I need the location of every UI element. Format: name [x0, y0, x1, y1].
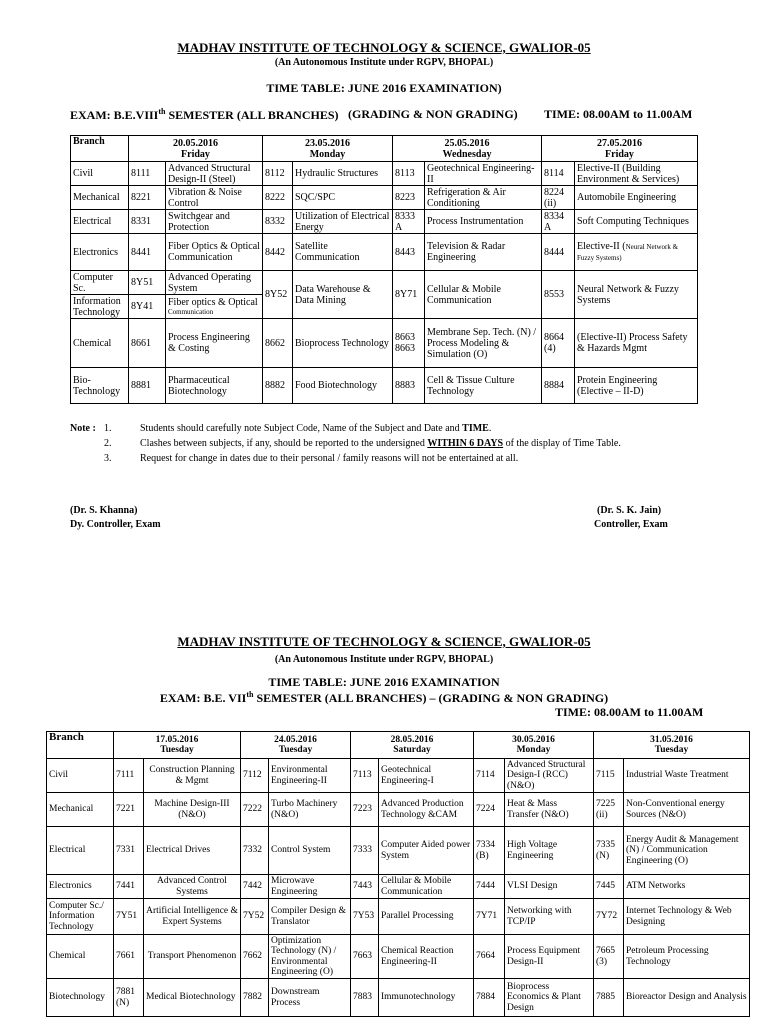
subject-cell: Vibration & Noise Control: [166, 186, 263, 210]
code-cell: 7443: [351, 875, 379, 899]
subject-cell: Microwave Engineering: [269, 875, 351, 899]
subject-cell: Machine Design-III (N&O): [144, 793, 241, 827]
code-cell: 8442: [263, 234, 293, 271]
code-cell: 7225 (ii): [594, 793, 624, 827]
subject-cell: Switchgear and Protection: [166, 210, 263, 234]
subject-cell: Downstream Process: [269, 979, 351, 1017]
branch-cell: Electronics: [71, 234, 129, 271]
code-cell: 7224: [474, 793, 505, 827]
branch-cell: Electrical: [47, 827, 114, 875]
code-cell: 8333 A: [393, 210, 425, 234]
subject-cell: Hydraulic Structures: [293, 162, 393, 186]
subject-cell: Petroleum Processing Technology: [624, 935, 750, 979]
subject-cell: Cellular & Mobile Communication: [379, 875, 474, 899]
branch-header-2: Branch: [47, 732, 114, 759]
code-cell: 8Y51: [129, 271, 166, 295]
code-cell: 8331: [129, 210, 166, 234]
subject-cell: Cellular & Mobile Communication: [425, 271, 542, 319]
subject-cell: Process Instrumentation: [425, 210, 542, 234]
code-cell: 8Y41: [129, 295, 166, 319]
code-cell: 8222: [263, 186, 293, 210]
signature-right-name: (Dr. S. K. Jain): [597, 505, 662, 516]
note-1: Note : 1. Students should carefully note Subject Code, Name of the Subject and Date and TIME.: [70, 423, 492, 434]
signature-right-title: Controller, Exam: [594, 519, 668, 530]
table-row: [47, 759, 750, 793]
code-cell: 8112: [263, 162, 293, 186]
code-cell: 7664: [474, 935, 505, 979]
code-cell: 7335 (N): [594, 827, 624, 875]
subject-cell: Computer Aided power System: [379, 827, 474, 875]
date-col-1: 17.05.2016 Tuesday: [114, 732, 241, 759]
time-line-2: TIME: 08.00AM to 11.00AM: [555, 705, 704, 719]
code-cell: 8224 (ii): [542, 186, 575, 210]
subject-cell: Immunotechnology: [379, 979, 474, 1017]
branch-cell: Chemical: [71, 319, 129, 368]
code-cell: 8883: [393, 368, 425, 404]
subject-cell: Advanced Structural Design-I (RCC) (N&O): [505, 759, 594, 793]
code-cell: 8662: [263, 319, 293, 368]
code-cell: 7884: [474, 979, 505, 1017]
code-cell: 7881 (N): [114, 979, 144, 1017]
time-line: TIME: 08.00AM to 11.00AM: [544, 107, 693, 121]
table-row: [71, 162, 698, 186]
subject-cell: Internet Technology & Web Designing: [624, 899, 750, 935]
code-cell: 8Y52: [263, 271, 293, 319]
branch-cell: Chemical: [47, 935, 114, 979]
code-cell: 7445: [594, 875, 624, 899]
subject-cell: Electrical Drives: [144, 827, 241, 875]
exam-line-2: EXAM: B.E. VIIth SEMESTER (ALL BRANCHES) – (GRADING & NON GRADING): [159, 690, 609, 705]
code-cell: 7662: [241, 935, 269, 979]
code-cell: 7665 (3): [594, 935, 624, 979]
subject-cell: Fiber Optics & Optical Communication: [166, 234, 263, 271]
code-cell: 7444: [474, 875, 505, 899]
signature-left-name: (Dr. S. Khanna): [70, 505, 138, 516]
code-cell: 7Y71: [474, 899, 505, 935]
code-cell: 8664 (4): [542, 319, 575, 368]
timetable-viii: [70, 135, 698, 404]
institute-subtitle-2: (An Autonomous Institute under RGPV, BHOPAL): [274, 654, 494, 665]
branch-cell: Biotechnology: [47, 979, 114, 1017]
branch-cell: Information Technology: [71, 295, 129, 319]
subject-cell: Satellite Communication: [293, 234, 393, 271]
subject-cell: Elective-II (Neural Network & Fuzzy Systems): [575, 234, 698, 271]
code-cell: 7222: [241, 793, 269, 827]
subject-cell: Advanced Operating System: [166, 271, 263, 295]
subject-cell: Advanced Structural Design-II (Steel): [166, 162, 263, 186]
table-row: [47, 935, 750, 979]
institute-subtitle: (An Autonomous Institute under RGPV, BHOPAL): [274, 57, 494, 68]
code-cell: 8221: [129, 186, 166, 210]
branch-cell: Civil: [71, 162, 129, 186]
subject-cell: Control System: [269, 827, 351, 875]
code-cell: 8Y71: [393, 271, 425, 319]
subject-cell: Refrigeration & Air Conditioning: [425, 186, 542, 210]
branch-header: Branch: [71, 136, 129, 162]
date-col-4: 30.05.2016 Monday: [474, 732, 594, 759]
subject-cell: Parallel Processing: [379, 899, 474, 935]
date-col-1: 20.05.2016 Friday: [129, 136, 263, 162]
branch-cell: Electrical: [71, 210, 129, 234]
note-3: 3. Request for change in dates due to their personal / family reasons will not be entertained at all.: [104, 453, 519, 464]
date-col-3: 28.05.2016 Saturday: [351, 732, 474, 759]
table-row: [71, 319, 698, 368]
table-row: [47, 827, 750, 875]
subject-cell: SQC/SPC: [293, 186, 393, 210]
code-cell: 7885: [594, 979, 624, 1017]
code-cell: 8881: [129, 368, 166, 404]
subject-cell: Elective-II (Building Environment & Services): [575, 162, 698, 186]
subject-cell: Utilization of Electrical Energy: [293, 210, 393, 234]
code-cell: 7331: [114, 827, 144, 875]
exam-line: EXAM: B.E.VIIIth SEMESTER (ALL BRANCHES): [70, 107, 339, 122]
subject-cell: Optimization Technology (N) / Environmental Engineering (O): [269, 935, 351, 979]
timetable-vii: [46, 731, 750, 1017]
subject-cell: Food Biotechnology: [293, 368, 393, 404]
code-cell: 7661: [114, 935, 144, 979]
code-cell: 7115: [594, 759, 624, 793]
code-cell: 8663 8663: [393, 319, 425, 368]
institute-title: MADHAV INSTITUTE OF TECHNOLOGY & SCIENCE, GWALIOR-05: [177, 40, 591, 55]
branch-cell: Bio-Technology: [71, 368, 129, 404]
code-cell: 8661: [129, 319, 166, 368]
subject-cell: Chemical Reaction Engineering-II: [379, 935, 474, 979]
timetable-heading: TIME TABLE: JUNE 2016 EXAMINATION): [266, 81, 502, 95]
code-cell: 7111: [114, 759, 144, 793]
code-cell: 8334 A: [542, 210, 575, 234]
subject-cell: Neural Network & Fuzzy Systems: [575, 271, 698, 319]
table-row: [47, 899, 750, 935]
subject-cell: Pharmaceutical Biotechnology: [166, 368, 263, 404]
subject-cell: Advanced Control Systems: [144, 875, 241, 899]
table-row: [71, 368, 698, 404]
date-col-3: 25.05.2016 Wednesday: [393, 136, 542, 162]
code-cell: 7663: [351, 935, 379, 979]
subject-cell: Television & Radar Engineering: [425, 234, 542, 271]
code-cell: 7112: [241, 759, 269, 793]
subject-cell: Process Equipment Design-II: [505, 935, 594, 979]
subject-cell: Networking with TCP/IP: [505, 899, 594, 935]
subject-cell: Turbo Machinery (N&O): [269, 793, 351, 827]
date-col-4: 27.05.2016 Friday: [542, 136, 698, 162]
notes: [70, 423, 621, 468]
subject-cell: Automobile Engineering: [575, 186, 698, 210]
subject-cell: Transport Phenomenon: [144, 935, 241, 979]
subject-cell: Protein Engineering (Elective – II-D): [575, 368, 698, 404]
institute-title-2: MADHAV INSTITUTE OF TECHNOLOGY & SCIENCE, GWALIOR-05: [177, 634, 591, 649]
subject-cell: (Elective-II) Process Safety & Hazards Mgmt: [575, 319, 698, 368]
subject-cell: Environmental Engineering-II: [269, 759, 351, 793]
code-cell: 7Y51: [114, 899, 144, 935]
subject-cell: Fiber optics & Optical Communication: [166, 295, 263, 319]
subject-cell: Compiler Design & Translator: [269, 899, 351, 935]
date-col-2: 24.05.2016 Tuesday: [241, 732, 351, 759]
branch-cell: Electronics: [47, 875, 114, 899]
code-cell: 8223: [393, 186, 425, 210]
header-row-2: [47, 732, 750, 759]
note-2: 2. Clashes between subjects, if any, should be reported to the undersigned WITHIN 6 DAYS of the display of Time Table.: [104, 438, 621, 449]
branch-cell: Civil: [47, 759, 114, 793]
table-row: [71, 210, 698, 234]
subject-cell: Heat & Mass Transfer (N&O): [505, 793, 594, 827]
table-row: [47, 979, 750, 1017]
date-col-5: 31.05.2016 Tuesday: [594, 732, 750, 759]
branch-cell: Computer Sc./ Information Technology: [47, 899, 114, 935]
code-cell: 7Y53: [351, 899, 379, 935]
subject-cell: Bioreactor Design and Analysis: [624, 979, 750, 1017]
code-cell: 7Y52: [241, 899, 269, 935]
table-row: [47, 793, 750, 827]
code-cell: 7442: [241, 875, 269, 899]
code-cell: 8441: [129, 234, 166, 271]
subject-cell: High Voltage Engineering: [505, 827, 594, 875]
code-cell: 8443: [393, 234, 425, 271]
code-cell: 7223: [351, 793, 379, 827]
code-cell: 8884: [542, 368, 575, 404]
subject-cell: Bioprocess Technology: [293, 319, 393, 368]
signature-left-title: Dy. Controller, Exam: [70, 519, 161, 530]
table-row: [71, 271, 698, 295]
subject-cell: Advanced Production Technology &CAM: [379, 793, 474, 827]
branch-cell: Mechanical: [47, 793, 114, 827]
code-cell: 7Y72: [594, 899, 624, 935]
branch-cell: Computer Sc.: [71, 271, 129, 295]
subject-cell: Construction Planning & Mgmt: [144, 759, 241, 793]
table-row: [71, 234, 698, 271]
code-cell: 8111: [129, 162, 166, 186]
subject-cell: Process Engineering & Costing: [166, 319, 263, 368]
grading-line: (GRADING & NON GRADING): [348, 107, 518, 121]
subject-cell: ATM Networks: [624, 875, 750, 899]
subject-cell: Bioprocess Economics & Plant Design: [505, 979, 594, 1017]
subject-cell: Membrane Sep. Tech. (N) / Process Modeling & Simulation (O): [425, 319, 542, 368]
table-row: [71, 186, 698, 210]
date-col-2: 23.05.2016 Monday: [263, 136, 393, 162]
code-cell: 7113: [351, 759, 379, 793]
subject-cell: Non-Conventional energy Sources (N&O): [624, 793, 750, 827]
code-cell: 8114: [542, 162, 575, 186]
code-cell: 7332: [241, 827, 269, 875]
code-cell: 8332: [263, 210, 293, 234]
subject-cell: Energy Audit & Management (N) / Communication Engineering (O): [624, 827, 750, 875]
subject-cell: Soft Computing Techniques: [575, 210, 698, 234]
subject-cell: Geotechnical Engineering-II: [425, 162, 542, 186]
timetable-heading-2: TIME TABLE: JUNE 2016 EXAMINATION: [268, 675, 500, 689]
code-cell: 7441: [114, 875, 144, 899]
subject-cell: Geotechnical Engineering-I: [379, 759, 474, 793]
subject-cell: Industrial Waste Treatment: [624, 759, 750, 793]
code-cell: 7883: [351, 979, 379, 1017]
subject-cell: Artificial Intelligence & Expert Systems: [144, 899, 241, 935]
branch-cell: Mechanical: [71, 186, 129, 210]
code-cell: 8113: [393, 162, 425, 186]
header-row: [71, 136, 698, 162]
table-row: [47, 875, 750, 899]
subject-cell: Medical Biotechnology: [144, 979, 241, 1017]
code-cell: 8444: [542, 234, 575, 271]
code-cell: 8882: [263, 368, 293, 404]
code-cell: 7882: [241, 979, 269, 1017]
subject-cell: VLSI Design: [505, 875, 594, 899]
subject-cell: Data Warehouse & Data Mining: [293, 271, 393, 319]
code-cell: 7221: [114, 793, 144, 827]
code-cell: 7334 (B): [474, 827, 505, 875]
code-cell: 7114: [474, 759, 505, 793]
code-cell: 8553: [542, 271, 575, 319]
code-cell: 7333: [351, 827, 379, 875]
subject-cell: Cell & Tissue Culture Technology: [425, 368, 542, 404]
